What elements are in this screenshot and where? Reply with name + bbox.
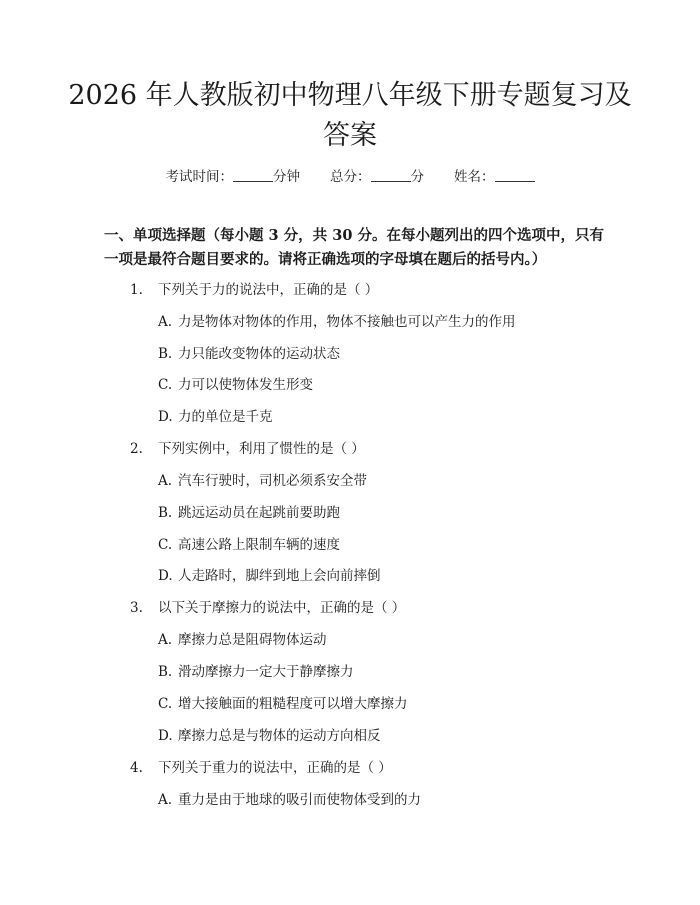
option-letter: D. bbox=[158, 728, 173, 744]
question-text: 以下关于摩擦力的说法中，正确的是（ ） bbox=[158, 600, 406, 616]
question-number: 4. bbox=[130, 760, 143, 776]
question-2-option-c[interactable] bbox=[158, 535, 340, 555]
question-3-option-d[interactable] bbox=[158, 726, 381, 746]
exam-time-blank[interactable] bbox=[233, 169, 273, 182]
question-number: 3. bbox=[130, 600, 143, 616]
option-letter: D. bbox=[158, 409, 173, 425]
option-text: 力可以使物体发生形变 bbox=[178, 377, 313, 393]
option-letter: C. bbox=[158, 537, 173, 553]
question-3 bbox=[130, 598, 405, 618]
section-heading: 一、单项选择题（每小题 3 分，共 30 分。在每小题列出的四个选项中，只有一项是最符合题目要求的。请将正确选项的字母填在题后的括号内。） bbox=[104, 227, 604, 268]
question-text: 下列实例中，利用了惯性的是（ ） bbox=[158, 441, 365, 457]
total-score-blank[interactable] bbox=[371, 169, 411, 182]
option-letter: B. bbox=[158, 346, 173, 362]
option-letter: C. bbox=[158, 696, 173, 712]
option-text: 高速公路上限制车辆的速度 bbox=[178, 537, 340, 553]
option-text: 力的单位是千克 bbox=[178, 409, 273, 425]
question-2-option-b[interactable] bbox=[158, 503, 340, 523]
option-letter: A. bbox=[158, 473, 173, 489]
total-score-label: 总分： bbox=[330, 169, 371, 185]
question-text: 下列关于力的说法中，正确的是（ ） bbox=[158, 282, 379, 298]
question-3-option-a[interactable] bbox=[158, 630, 327, 650]
question-3-option-c[interactable] bbox=[158, 694, 408, 714]
question-1 bbox=[130, 280, 378, 300]
total-score-field bbox=[330, 169, 424, 185]
question-1-option-c[interactable] bbox=[158, 375, 313, 395]
option-letter: D. bbox=[158, 568, 173, 584]
question-2 bbox=[130, 439, 365, 459]
question-number: 2. bbox=[130, 441, 143, 457]
option-letter: A. bbox=[158, 314, 173, 330]
option-text: 力是物体对物体的作用，物体不接触也可以产生力的作用 bbox=[178, 314, 516, 330]
option-text: 滑动摩擦力一定大于静摩擦力 bbox=[178, 664, 354, 680]
option-text: 力只能改变物体的运动状态 bbox=[178, 346, 340, 362]
student-name-blank[interactable] bbox=[495, 169, 535, 182]
question-2-option-d[interactable] bbox=[158, 566, 381, 586]
question-4 bbox=[130, 758, 392, 778]
option-letter: B. bbox=[158, 505, 173, 521]
question-number: 1. bbox=[130, 282, 143, 298]
question-2-option-a[interactable] bbox=[158, 471, 367, 491]
option-letter: A. bbox=[158, 632, 173, 648]
exam-time-label: 考试时间： bbox=[165, 169, 233, 185]
student-name-field bbox=[454, 169, 535, 185]
exam-info-line bbox=[0, 166, 700, 188]
option-letter: A. bbox=[158, 792, 173, 808]
option-text: 人走路时，脚绊到地上会向前摔倒 bbox=[178, 568, 381, 584]
option-text: 摩擦力总是阻碍物体运动 bbox=[178, 632, 327, 648]
question-1-option-d[interactable] bbox=[158, 407, 273, 427]
document-title: 2026 年人教版初中物理八年级下册专题复习及答案 bbox=[68, 80, 632, 151]
question-1-option-a[interactable] bbox=[158, 312, 516, 332]
exam-time-unit: 分钟 bbox=[273, 169, 300, 185]
option-text: 增大接触面的粗糙程度可以增大摩擦力 bbox=[178, 696, 408, 712]
total-score-unit: 分 bbox=[410, 169, 424, 185]
option-letter: B. bbox=[158, 664, 173, 680]
option-letter: C. bbox=[158, 377, 173, 393]
option-text: 重力是由于地球的吸引而使物体受到的力 bbox=[178, 792, 421, 808]
question-4-option-a[interactable] bbox=[158, 790, 421, 810]
option-text: 汽车行驶时，司机必须系安全带 bbox=[178, 473, 367, 489]
student-name-label: 姓名： bbox=[454, 169, 495, 185]
option-text: 摩擦力总是与物体的运动方向相反 bbox=[178, 728, 381, 744]
question-1-option-b[interactable] bbox=[158, 344, 340, 364]
question-text: 下列关于重力的说法中，正确的是（ ） bbox=[158, 760, 392, 776]
question-3-option-b[interactable] bbox=[158, 662, 354, 682]
exam-time-field bbox=[166, 169, 301, 185]
option-text: 跳远运动员在起跳前要助跑 bbox=[178, 505, 340, 521]
